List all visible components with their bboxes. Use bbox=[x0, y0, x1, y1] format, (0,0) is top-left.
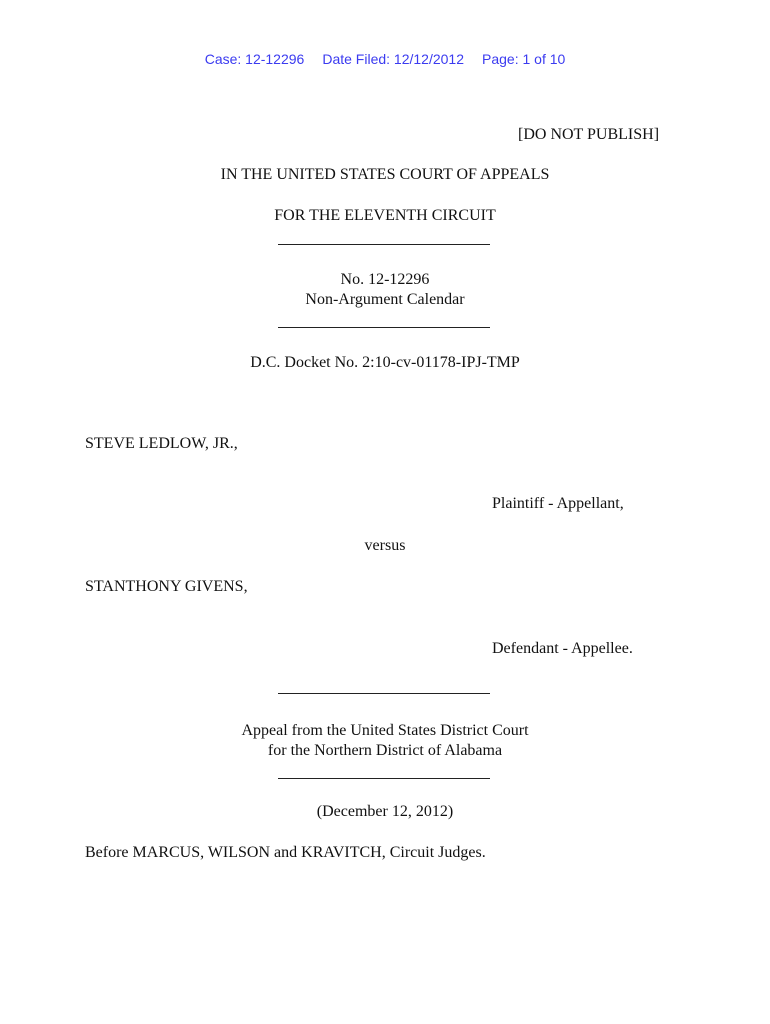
court-name: IN THE UNITED STATES COURT OF APPEALS bbox=[220, 166, 550, 183]
versus-label: versus bbox=[364, 537, 406, 554]
decision-date: (December 12, 2012) bbox=[316, 803, 454, 820]
circuit-name: FOR THE ELEVENTH CIRCUIT bbox=[274, 207, 496, 224]
case-number: No. 12-12296 bbox=[340, 271, 430, 288]
plaintiff-role: Plaintiff - Appellant, bbox=[492, 495, 624, 512]
filing-header bbox=[0, 51, 770, 67]
panel-judges: Before MARCUS, WILSON and KRAVITCH, Circuit Judges. bbox=[85, 844, 486, 861]
date-filed-stamp: Date Filed: 12/12/2012 bbox=[322, 51, 464, 67]
docket-number: D.C. Docket No. 2:10-cv-01178-IPJ-TMP bbox=[250, 354, 520, 371]
divider-rule bbox=[278, 778, 490, 779]
defendant-name: STANTHONY GIVENS, bbox=[85, 578, 248, 595]
appeal-source-line1: Appeal from the United States District Court bbox=[241, 722, 529, 739]
divider-rule bbox=[278, 327, 490, 328]
case-number-stamp: Case: 12-12296 bbox=[204, 51, 305, 67]
plaintiff-name: STEVE LEDLOW, JR., bbox=[85, 435, 238, 452]
page-count-stamp: Page: 1 of 10 bbox=[482, 51, 566, 67]
appeal-source-line2: for the Northern District of Alabama bbox=[267, 742, 503, 759]
divider-rule bbox=[278, 244, 490, 245]
publish-notice: [DO NOT PUBLISH] bbox=[518, 126, 660, 143]
divider-rule bbox=[278, 693, 490, 694]
calendar-type: Non-Argument Calendar bbox=[305, 291, 465, 308]
defendant-role: Defendant - Appellee. bbox=[492, 640, 633, 657]
